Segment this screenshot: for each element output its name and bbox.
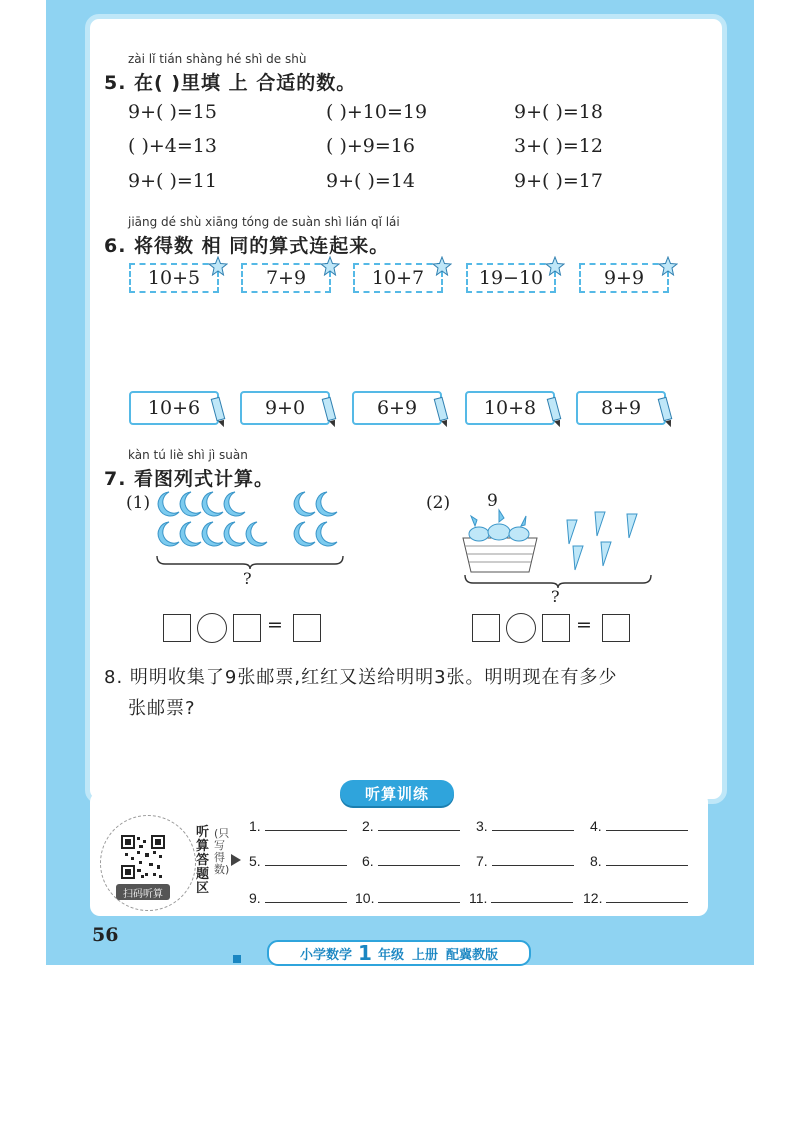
q7-part2-number: 9 [487, 491, 498, 511]
slot-10[interactable] [355, 890, 460, 906]
slot-7[interactable] [476, 853, 574, 869]
q5-title: 5. 在( )里填 上 合适的数。 [104, 72, 357, 94]
star-icon [658, 256, 678, 276]
answer-zone-label: 听算答题区 [196, 825, 210, 896]
bottom-card-3[interactable]: 6+9 [352, 391, 442, 425]
footer-grade-number: 1 [358, 941, 372, 965]
q7-title: 7. 看图列式计算。 [104, 468, 275, 490]
carrot-basket-illustration [455, 506, 655, 578]
footer-edition: 配冀教版 [445, 947, 498, 963]
answer-box[interactable] [602, 614, 630, 642]
slot-3[interactable] [476, 818, 574, 834]
star-icon [320, 256, 340, 276]
slot-11[interactable] [469, 890, 573, 906]
q7-part1-label: (1) [126, 493, 151, 513]
slot-12[interactable] [583, 890, 688, 906]
pencil-icon [656, 396, 674, 430]
top-card-4[interactable]: 19−10 [466, 263, 556, 293]
footer-volume: 上册 [411, 947, 438, 963]
pencil-icon [209, 396, 227, 430]
answer-box[interactable] [163, 614, 191, 642]
q6-pinyin: jiāng dé shù xiāng tóng de suàn shì lián qǐ lái [128, 215, 400, 229]
q8-line1: 8. 明明收集了9张邮票,红红又送给明明3张。明明现在有多少 [104, 667, 618, 688]
operator-circle[interactable] [506, 613, 536, 643]
slot-number: 11. [469, 890, 488, 906]
star-icon [208, 256, 228, 276]
bottom-card-2[interactable]: 9+0 [240, 391, 330, 425]
slot-5[interactable] [249, 853, 347, 869]
moons-illustration [155, 488, 345, 560]
q7-part2-label: (2) [426, 493, 451, 513]
pencil-icon [320, 396, 338, 430]
slot-number: 12. [583, 890, 603, 906]
slot-number: 6. [362, 853, 374, 869]
answer-box[interactable] [472, 614, 500, 642]
listening-banner: 听算训练 [340, 780, 454, 806]
star-icon [432, 256, 452, 276]
q5-eq-r1c3: 9+( )=18 [514, 101, 603, 123]
arrow-right-icon [231, 854, 241, 866]
slot-number: 2. [362, 818, 374, 834]
question-mark-2: ? [551, 587, 560, 606]
q5-eq-r1c1: 9+( )=15 [128, 101, 217, 123]
answer-box[interactable] [293, 614, 321, 642]
bottom-card-5[interactable]: 8+9 [576, 391, 666, 425]
slot-number: 9. [249, 890, 261, 906]
q5-eq-r1c2: ( )+10=19 [326, 101, 428, 123]
q5-eq-r3c1: 9+( )=11 [128, 170, 217, 192]
slot-number: 10. [355, 890, 375, 906]
slot-2[interactable] [362, 818, 460, 834]
slot-number: 1. [249, 818, 261, 834]
q6-title: 6. 将得数 相 同的算式连起来。 [104, 235, 390, 257]
slot-number: 4. [590, 818, 602, 834]
q5-eq-r3c3: 9+( )=17 [514, 170, 603, 192]
footer-book-title [267, 940, 531, 966]
brace-1 [155, 554, 345, 570]
top-card-2[interactable]: 7+9 [241, 263, 331, 293]
q7-pinyin: kàn tú liè shì jì suàn [128, 448, 248, 462]
q5-eq-r2c1: ( )+4=13 [128, 135, 217, 157]
top-card-1[interactable]: 10+5 [129, 263, 219, 293]
answer-zone-note: (只写得数) [214, 827, 230, 876]
q5-eq-r2c3: 3+( )=12 [514, 135, 603, 157]
slot-4[interactable] [590, 818, 688, 834]
slot-number: 3. [476, 818, 488, 834]
equals-sign: = [576, 614, 592, 636]
answer-box[interactable] [233, 614, 261, 642]
footer-grade: 年级 [377, 947, 404, 963]
slot-8[interactable] [590, 853, 688, 869]
bottom-card-1[interactable]: 10+6 [129, 391, 219, 425]
q5-eq-r2c2: ( )+9=16 [326, 135, 415, 157]
equals-sign: = [267, 614, 283, 636]
page-number: 56 [92, 924, 119, 946]
pencil-icon [432, 396, 450, 430]
q8-line2: 张邮票? [128, 698, 196, 719]
operator-circle[interactable] [197, 613, 227, 643]
slot-6[interactable] [362, 853, 460, 869]
footer-marker [233, 955, 241, 963]
footer-subject: 小学数学 [300, 947, 353, 963]
question-mark-1: ? [243, 569, 252, 588]
slot-9[interactable] [249, 890, 347, 906]
slot-1[interactable] [249, 818, 347, 834]
qr-code-icon[interactable] [121, 835, 165, 879]
q5-eq-r3c2: 9+( )=14 [326, 170, 415, 192]
bottom-card-4[interactable]: 10+8 [465, 391, 555, 425]
answer-box[interactable] [542, 614, 570, 642]
slot-number: 8. [590, 853, 602, 869]
top-card-3[interactable]: 10+7 [353, 263, 443, 293]
pencil-icon [545, 396, 563, 430]
q5-pinyin: zài lǐ tián shàng hé shì de shù [128, 52, 307, 66]
qr-label: 扫码听算 [116, 884, 170, 900]
star-icon [545, 256, 565, 276]
top-card-5[interactable]: 9+9 [579, 263, 669, 293]
slot-number: 7. [476, 853, 488, 869]
slot-number: 5. [249, 853, 261, 869]
